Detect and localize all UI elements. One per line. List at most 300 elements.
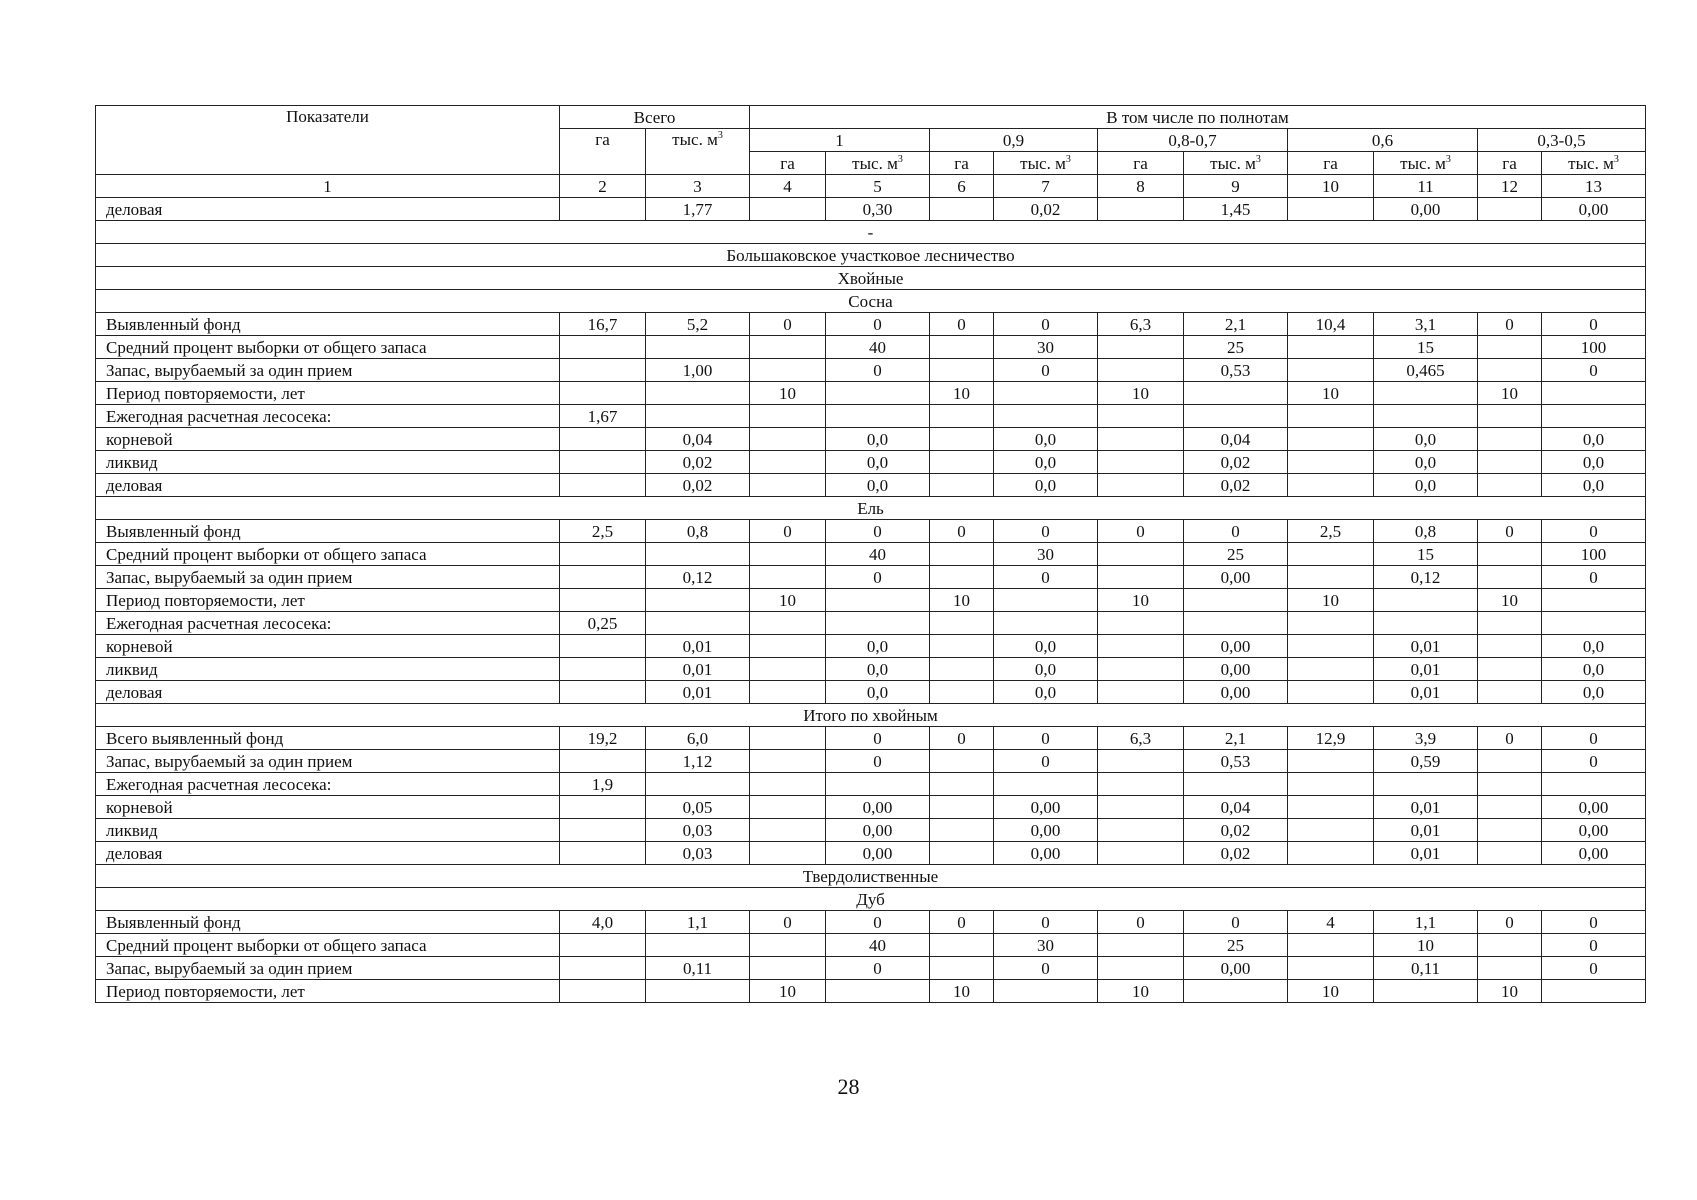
table-cell: [1098, 474, 1184, 497]
table-cell: [1478, 635, 1542, 658]
table-cell: 0,0: [826, 635, 930, 658]
table-cell: 10: [750, 382, 826, 405]
table-cell: 0,01: [1374, 796, 1478, 819]
column-number: 6: [930, 175, 994, 198]
column-number: 12: [1478, 175, 1542, 198]
table-cell: 1,77: [646, 198, 750, 221]
row-label: Период повторяемости, лет: [96, 980, 560, 1003]
table-cell: [930, 658, 994, 681]
table-cell: 0,01: [1374, 658, 1478, 681]
table-cell: [1098, 773, 1184, 796]
table-cell: [1478, 428, 1542, 451]
table-cell: [646, 543, 750, 566]
section-title: Дуб: [96, 888, 1646, 911]
table-cell: [560, 842, 646, 865]
table-cell: 0: [994, 520, 1098, 543]
row-label: ликвид: [96, 819, 560, 842]
table-cell: 0: [1478, 727, 1542, 750]
table-cell: [1542, 773, 1646, 796]
table-cell: [560, 589, 646, 612]
table-cell: 0: [750, 313, 826, 336]
section-title: Ель: [96, 497, 1646, 520]
table-cell: 10: [1288, 382, 1374, 405]
table-cell: 0,00: [826, 819, 930, 842]
table-cell: 12,9: [1288, 727, 1374, 750]
header-density-5: 0,3-0,5: [1478, 129, 1646, 152]
table-cell: 0,04: [1184, 428, 1288, 451]
table-cell: 0,01: [646, 635, 750, 658]
column-number: 3: [646, 175, 750, 198]
table-cell: 0: [1478, 911, 1542, 934]
table-cell: 0: [1542, 313, 1646, 336]
table-cell: [1184, 773, 1288, 796]
table-cell: [930, 428, 994, 451]
table-cell: 1,9: [560, 773, 646, 796]
table-row: [96, 681, 1646, 704]
table-cell: 0,0: [994, 474, 1098, 497]
table-cell: 0,02: [646, 474, 750, 497]
table-cell: 0: [1478, 313, 1542, 336]
table-cell: 0: [826, 727, 930, 750]
table-cell: 2,1: [1184, 313, 1288, 336]
table-cell: [1478, 934, 1542, 957]
table-cell: [930, 543, 994, 566]
header-total-ha: га: [560, 129, 646, 175]
table-cell: [1098, 635, 1184, 658]
table-cell: 0,0: [1542, 635, 1646, 658]
table-cell: 0,12: [1374, 566, 1478, 589]
row-label: Выявленный фонд: [96, 911, 560, 934]
table-cell: 10: [1288, 980, 1374, 1003]
table-cell: 0,03: [646, 842, 750, 865]
table-cell: [930, 796, 994, 819]
row-label: Ежегодная расчетная лесосека:: [96, 612, 560, 635]
header-density-1: 1: [750, 129, 930, 152]
table-cell: 0,05: [646, 796, 750, 819]
row-label: Средний процент выборки от общего запаса: [96, 336, 560, 359]
table-cell: 10: [930, 589, 994, 612]
table-cell: [1288, 336, 1374, 359]
section-title: Сосна: [96, 290, 1646, 313]
table-cell: [994, 589, 1098, 612]
table-cell: 0,02: [994, 198, 1098, 221]
table-cell: [1288, 796, 1374, 819]
table-cell: [560, 796, 646, 819]
table-cell: [1288, 198, 1374, 221]
table-cell: 0: [1184, 911, 1288, 934]
table-cell: 30: [994, 543, 1098, 566]
table-cell: 0,01: [1374, 635, 1478, 658]
table-cell: [930, 451, 994, 474]
table-cell: 0,0: [994, 451, 1098, 474]
column-number: 9: [1184, 175, 1288, 198]
column-number: 11: [1374, 175, 1478, 198]
table-cell: 10: [930, 382, 994, 405]
volume-unit-text: тыс. м: [1400, 153, 1446, 173]
table-cell: [750, 681, 826, 704]
table-cell: [1542, 405, 1646, 428]
table-cell: 0,0: [1374, 428, 1478, 451]
table-cell: 15: [1374, 336, 1478, 359]
table-cell: [1288, 405, 1374, 428]
table-cell: [994, 382, 1098, 405]
table-cell: [1288, 681, 1374, 704]
row-label: Период повторяемости, лет: [96, 382, 560, 405]
volume-unit-text: тыс. м: [1210, 153, 1256, 173]
table-cell: [930, 198, 994, 221]
table-cell: 30: [994, 934, 1098, 957]
table-cell: [1478, 957, 1542, 980]
table-cell: 30: [994, 336, 1098, 359]
table-cell: 0,59: [1374, 750, 1478, 773]
table-cell: 0,0: [1542, 428, 1646, 451]
header-density-4: 0,6: [1288, 129, 1478, 152]
table-cell: 3,9: [1374, 727, 1478, 750]
table-cell: 10: [750, 980, 826, 1003]
table-cell: 0,0: [1542, 681, 1646, 704]
row-label: Период повторяемости, лет: [96, 589, 560, 612]
table-cell: 0,0: [1542, 451, 1646, 474]
table-cell: 40: [826, 934, 930, 957]
table-cell: [560, 566, 646, 589]
table-cell: [1478, 819, 1542, 842]
table-row: [96, 474, 1646, 497]
table-cell: [560, 750, 646, 773]
table-cell: [1098, 750, 1184, 773]
table-cell: 0: [1542, 566, 1646, 589]
table-cell: [930, 934, 994, 957]
table-cell: [1098, 681, 1184, 704]
table-cell: [560, 635, 646, 658]
header-density-2: 0,9: [930, 129, 1098, 152]
table-cell: 0,53: [1184, 750, 1288, 773]
table-cell: [560, 957, 646, 980]
table-cell: [750, 612, 826, 635]
table-cell: 0: [826, 957, 930, 980]
table-cell: 1,1: [1374, 911, 1478, 934]
table-cell: [1478, 405, 1542, 428]
table-cell: [750, 796, 826, 819]
table-cell: [930, 842, 994, 865]
column-number: 5: [826, 175, 930, 198]
table-cell: 0,12: [646, 566, 750, 589]
row-label: деловая: [96, 474, 560, 497]
table-cell: 0,0: [1542, 658, 1646, 681]
header-total: Всего: [560, 106, 750, 129]
table-cell: 0: [994, 957, 1098, 980]
table-cell: [1288, 566, 1374, 589]
table-row: [96, 934, 1646, 957]
table-cell: 10: [1478, 980, 1542, 1003]
table-cell: [1478, 359, 1542, 382]
table-cell: [930, 336, 994, 359]
table-cell: [750, 566, 826, 589]
table-cell: [1098, 612, 1184, 635]
section-row: [96, 244, 1646, 267]
row-label: Запас, вырубаемый за один прием: [96, 566, 560, 589]
volume-unit-text: тыс. м: [1020, 153, 1066, 173]
table-cell: 1,67: [560, 405, 646, 428]
table-cell: 0,0: [1374, 451, 1478, 474]
table-cell: 0,02: [1184, 819, 1288, 842]
table-cell: [826, 612, 930, 635]
table-cell: 0,00: [1184, 658, 1288, 681]
table-cell: [1478, 474, 1542, 497]
table-cell: 25: [1184, 934, 1288, 957]
table-cell: [560, 980, 646, 1003]
table-cell: 4: [1288, 911, 1374, 934]
table-row: [96, 635, 1646, 658]
table-row: [96, 566, 1646, 589]
table-cell: [1288, 612, 1374, 635]
table-cell: [1098, 842, 1184, 865]
table-cell: 10: [1478, 589, 1542, 612]
table-cell: 0: [750, 520, 826, 543]
table-cell: [646, 934, 750, 957]
table-cell: 0: [1542, 750, 1646, 773]
table-cell: 0,465: [1374, 359, 1478, 382]
header-indicators: Показатели: [96, 106, 560, 175]
table-cell: 10: [750, 589, 826, 612]
table-cell: 0: [1542, 934, 1646, 957]
table-row: [96, 819, 1646, 842]
header-unit-volume: [1542, 152, 1646, 175]
table-row: [96, 359, 1646, 382]
table-cell: [750, 543, 826, 566]
table-cell: 0,00: [994, 842, 1098, 865]
table-cell: [1288, 773, 1374, 796]
table-cell: [560, 359, 646, 382]
table-cell: [1288, 451, 1374, 474]
row-label: деловая: [96, 842, 560, 865]
table-cell: 0: [826, 750, 930, 773]
table-cell: [560, 198, 646, 221]
page-number: 28: [837, 1074, 860, 1099]
table-cell: [994, 612, 1098, 635]
table-cell: [1098, 405, 1184, 428]
table-cell: [1184, 980, 1288, 1003]
table-cell: 0: [826, 911, 930, 934]
table-cell: [1478, 198, 1542, 221]
header-unit-volume: [1184, 152, 1288, 175]
table-cell: [1288, 750, 1374, 773]
table-cell: [646, 980, 750, 1003]
table-cell: [1098, 359, 1184, 382]
table-cell: [646, 336, 750, 359]
table-cell: [930, 819, 994, 842]
table-cell: 3,1: [1374, 313, 1478, 336]
table-cell: [750, 842, 826, 865]
table-cell: 0,0: [826, 681, 930, 704]
table-cell: 0,11: [1374, 957, 1478, 980]
table-cell: 0: [994, 727, 1098, 750]
table-cell: 0: [1098, 520, 1184, 543]
table-cell: 0: [1098, 911, 1184, 934]
table-cell: [930, 681, 994, 704]
table-cell: [930, 773, 994, 796]
table-cell: 1,1: [646, 911, 750, 934]
table-cell: 0,00: [1184, 957, 1288, 980]
table-cell: [826, 382, 930, 405]
table-cell: [826, 405, 930, 428]
table-cell: 0,00: [1542, 819, 1646, 842]
table-cell: [750, 451, 826, 474]
table-cell: 0,02: [1184, 842, 1288, 865]
volume-unit-text: тыс. м: [672, 130, 718, 149]
table-cell: [1478, 543, 1542, 566]
table-cell: [1478, 451, 1542, 474]
table-row: [96, 658, 1646, 681]
table-cell: 10: [930, 980, 994, 1003]
header-unit-ha: га: [1288, 152, 1374, 175]
table-cell: 6,3: [1098, 313, 1184, 336]
header-unit-ha: га: [750, 152, 826, 175]
table-cell: [1184, 382, 1288, 405]
volume-unit-sup: 3: [1065, 153, 1071, 165]
table-row: [96, 198, 1646, 221]
table-cell: 0,03: [646, 819, 750, 842]
table-row: [96, 336, 1646, 359]
table-row: [96, 451, 1646, 474]
table-cell: 1,12: [646, 750, 750, 773]
table-cell: 0,01: [1374, 681, 1478, 704]
table-cell: [930, 750, 994, 773]
table-row: [96, 382, 1646, 405]
row-label: деловая: [96, 198, 560, 221]
table-cell: 0,00: [1184, 681, 1288, 704]
section-row: [96, 888, 1646, 911]
table-cell: [1288, 842, 1374, 865]
section-row: [96, 290, 1646, 313]
table-cell: 0,01: [646, 681, 750, 704]
table-cell: [1288, 957, 1374, 980]
table-cell: 0: [994, 911, 1098, 934]
table-cell: 1,45: [1184, 198, 1288, 221]
table-cell: [560, 336, 646, 359]
table-cell: 25: [1184, 336, 1288, 359]
table-cell: 16,7: [560, 313, 646, 336]
table-cell: 0: [826, 566, 930, 589]
table-cell: 0: [1542, 520, 1646, 543]
table-cell: [1098, 198, 1184, 221]
table-cell: [930, 359, 994, 382]
table-cell: 0,02: [646, 451, 750, 474]
column-number: 10: [1288, 175, 1374, 198]
table-cell: 2,1: [1184, 727, 1288, 750]
table-cell: [750, 773, 826, 796]
table-cell: 100: [1542, 543, 1646, 566]
table-cell: [560, 474, 646, 497]
table-cell: 0,01: [1374, 842, 1478, 865]
table-cell: [1288, 658, 1374, 681]
table-cell: [750, 336, 826, 359]
row-label: Всего выявленный фонд: [96, 727, 560, 750]
table-cell: 0,0: [994, 681, 1098, 704]
table-cell: 0,0: [826, 658, 930, 681]
table-cell: 0: [1478, 520, 1542, 543]
row-label: Запас, вырубаемый за один прием: [96, 957, 560, 980]
table-cell: [994, 405, 1098, 428]
table-cell: 0,00: [1184, 566, 1288, 589]
table-cell: [1098, 428, 1184, 451]
table-cell: [560, 382, 646, 405]
table-row: [96, 313, 1646, 336]
table-cell: 0,0: [1542, 474, 1646, 497]
table-cell: [1478, 842, 1542, 865]
table-cell: [1098, 934, 1184, 957]
table-cell: 0: [930, 727, 994, 750]
volume-unit-sup: 3: [1255, 153, 1261, 165]
header-density-3: 0,8-0,7: [1098, 129, 1288, 152]
row-label: деловая: [96, 681, 560, 704]
table-cell: 0,00: [994, 819, 1098, 842]
table-cell: [1098, 451, 1184, 474]
table-cell: [646, 405, 750, 428]
table-cell: 0,04: [646, 428, 750, 451]
table-cell: 0: [826, 359, 930, 382]
table-cell: 0: [994, 359, 1098, 382]
table-cell: 0: [930, 911, 994, 934]
table-cell: 0,02: [1184, 474, 1288, 497]
table-cell: [750, 727, 826, 750]
table-cell: 10: [1288, 589, 1374, 612]
table-cell: [1478, 336, 1542, 359]
table-cell: 0,00: [994, 796, 1098, 819]
header-unit-ha: га: [1098, 152, 1184, 175]
table-row: [96, 405, 1646, 428]
table-cell: [646, 589, 750, 612]
table-cell: 0,25: [560, 612, 646, 635]
column-number-row: [96, 175, 1646, 198]
table-cell: [1542, 980, 1646, 1003]
volume-unit-sup: 3: [1445, 153, 1451, 165]
table-cell: 40: [826, 336, 930, 359]
row-label: Запас, вырубаемый за один прием: [96, 359, 560, 382]
table-cell: [1478, 750, 1542, 773]
table-cell: [750, 474, 826, 497]
table-cell: 0: [994, 313, 1098, 336]
table-cell: [1098, 658, 1184, 681]
table-cell: 0,00: [1184, 635, 1288, 658]
row-label: корневой: [96, 796, 560, 819]
table-cell: [1288, 359, 1374, 382]
table-cell: 19,2: [560, 727, 646, 750]
row-label: Запас, вырубаемый за один прием: [96, 750, 560, 773]
table-cell: [1478, 612, 1542, 635]
header-unit-ha: га: [930, 152, 994, 175]
table-cell: [1374, 382, 1478, 405]
section-row: [96, 497, 1646, 520]
table-row: [96, 750, 1646, 773]
table-row: [96, 842, 1646, 865]
table-cell: 0,0: [994, 658, 1098, 681]
table-cell: [646, 382, 750, 405]
table-row: [96, 980, 1646, 1003]
table-cell: [1478, 681, 1542, 704]
table-cell: [1288, 819, 1374, 842]
table-cell: [930, 566, 994, 589]
header-unit-volume: [1374, 152, 1478, 175]
table-cell: [1184, 612, 1288, 635]
table-cell: [826, 980, 930, 1003]
table-row: [96, 957, 1646, 980]
table-cell: 5,2: [646, 313, 750, 336]
row-label: ликвид: [96, 451, 560, 474]
row-label: корневой: [96, 635, 560, 658]
table-cell: [930, 612, 994, 635]
table-cell: [1374, 589, 1478, 612]
table-cell: 2,5: [1288, 520, 1374, 543]
